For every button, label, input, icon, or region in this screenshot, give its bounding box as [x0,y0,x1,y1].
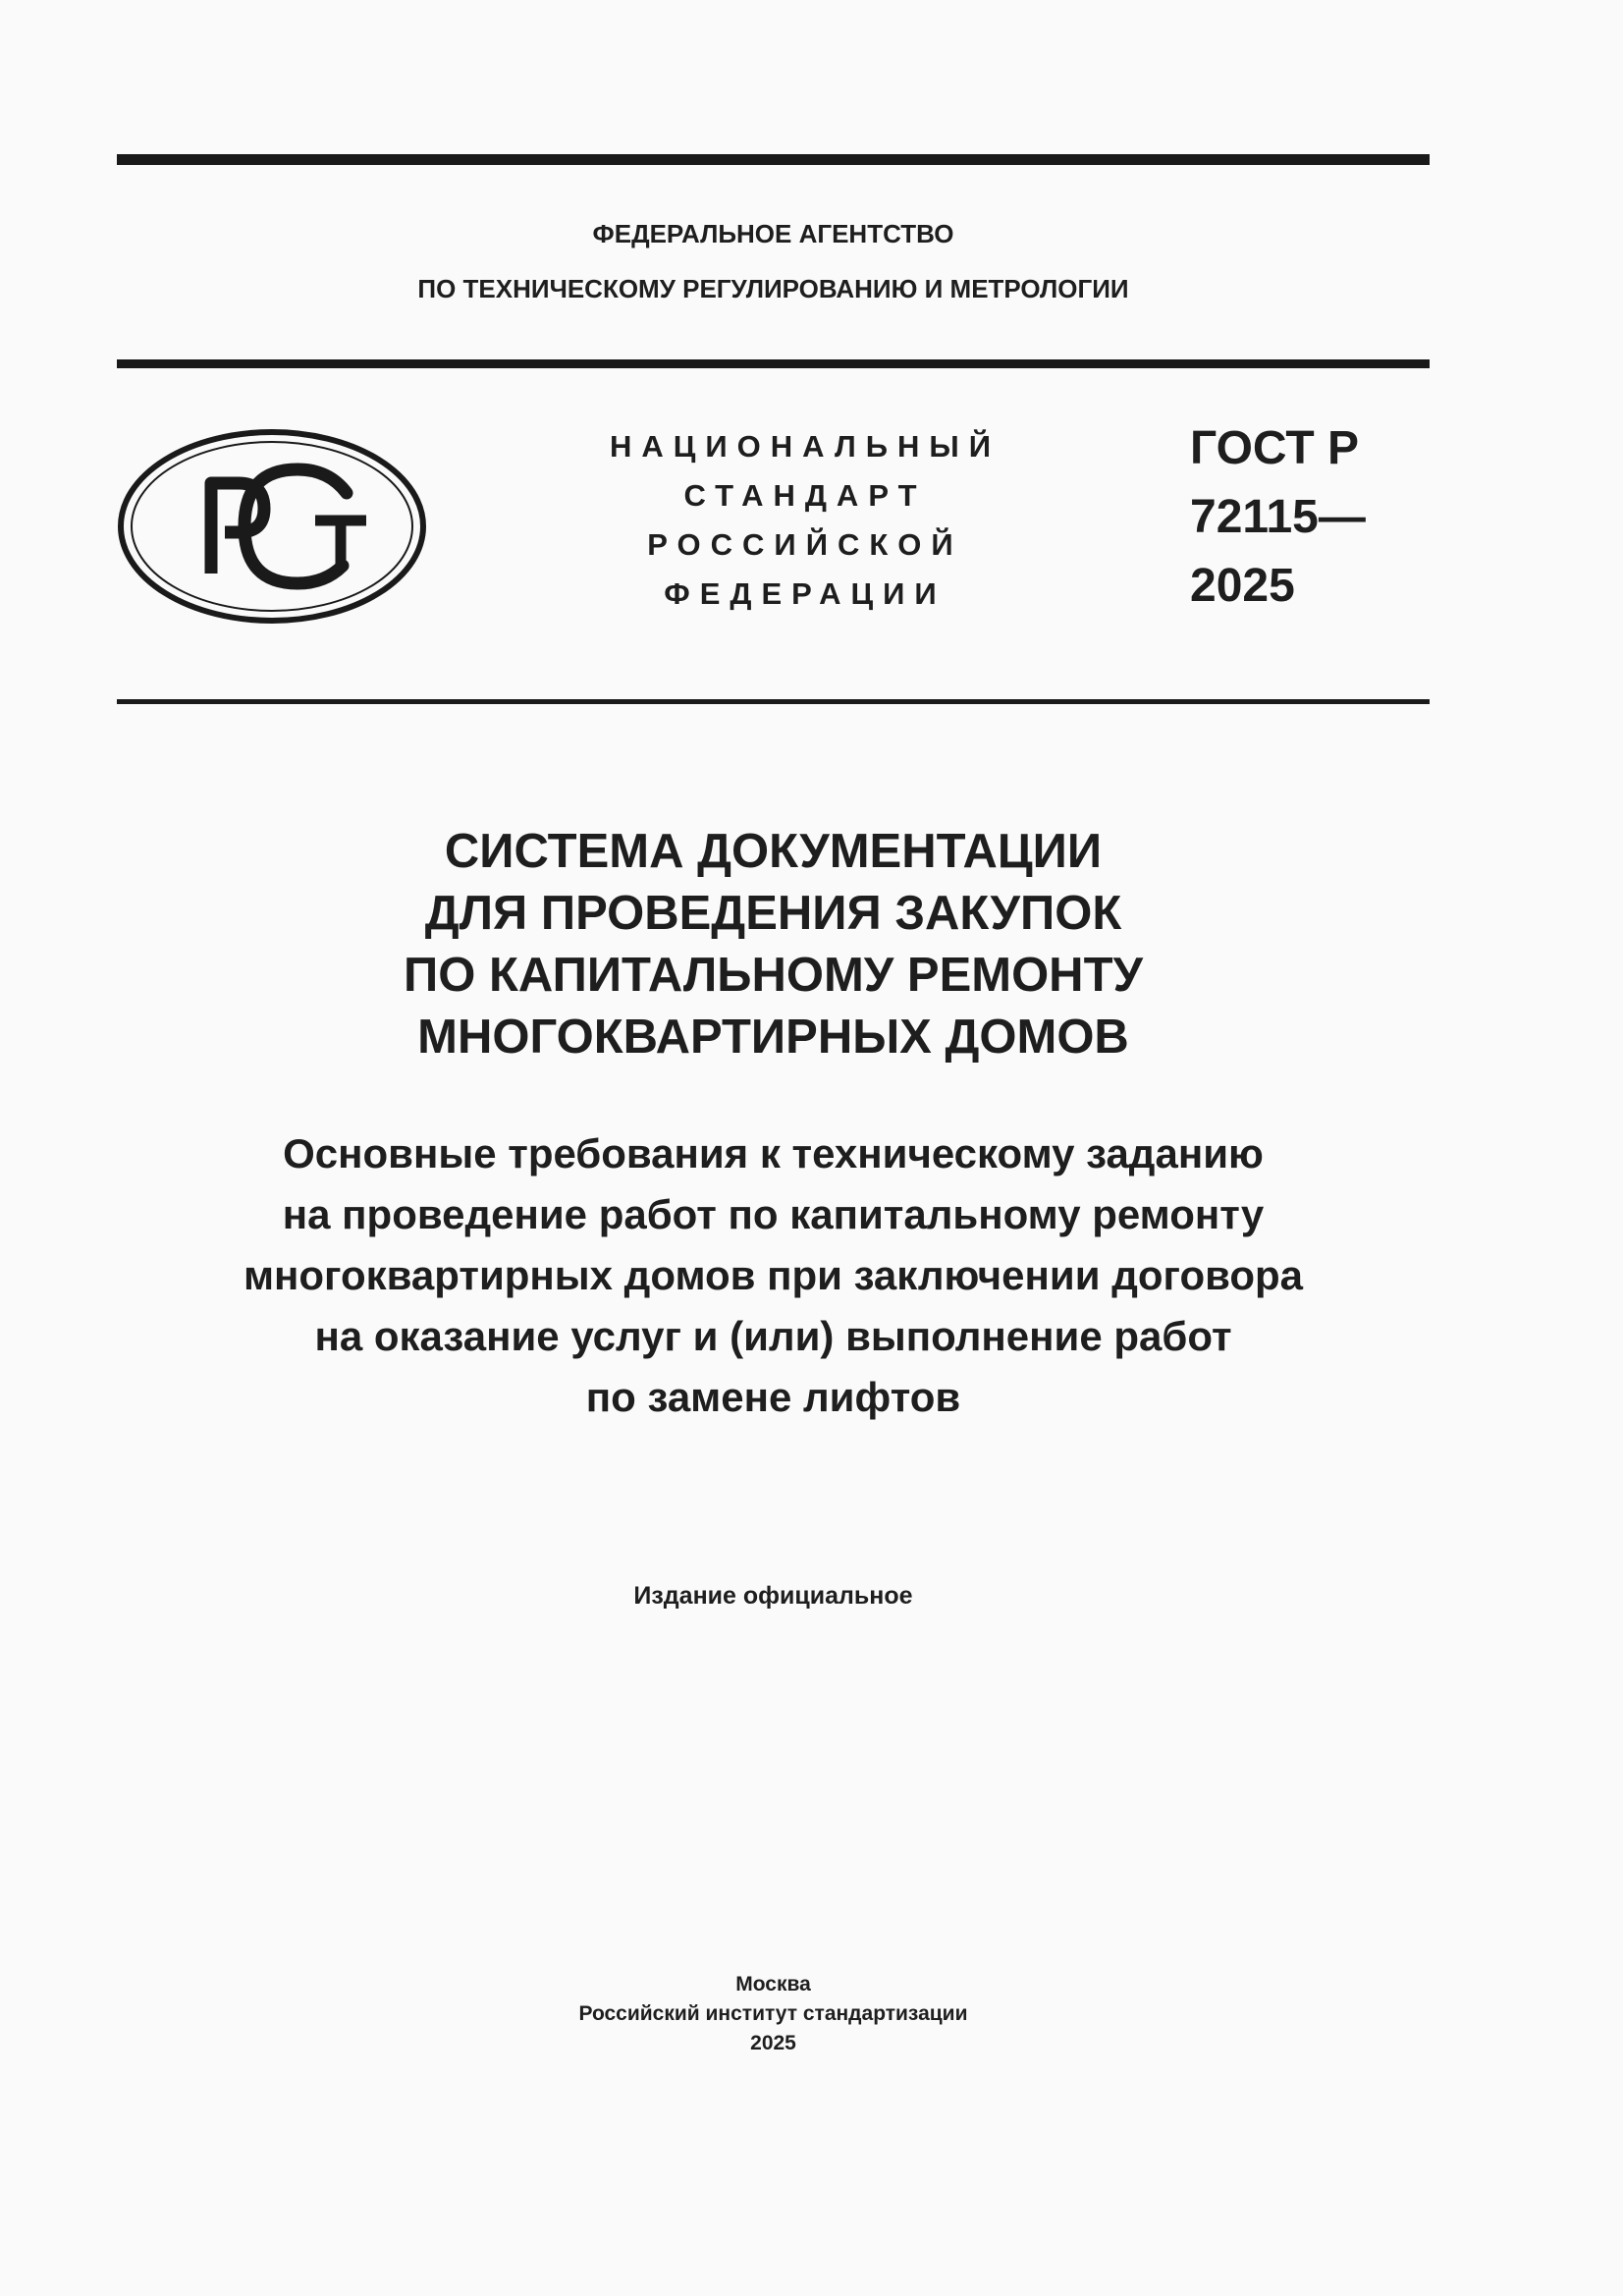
publisher-city: Москва [735,1973,811,1995]
standard-designation [1190,414,1366,621]
publisher-institute: Российский институт стандартизации [578,2002,968,2025]
designation-line: ГОСТ Р [1190,422,1360,474]
lower-divider [117,699,1430,704]
national-standard-line: СТАНДАРТ [683,478,927,513]
national-standard-line: РОССИЙСКОЙ [647,527,963,562]
publisher-block [117,1970,1430,2058]
title-line: ПО КАПИТАЛЬНОМУ РЕМОНТУ [404,949,1143,1002]
document-title [117,821,1430,1068]
agency-header [117,206,1430,316]
top-divider [117,154,1430,165]
middle-divider [117,359,1430,368]
national-standard-label [569,422,1041,619]
publisher-year: 2025 [750,2032,796,2054]
title-line: МНОГОКВАРТИРНЫХ ДОМОВ [417,1011,1129,1064]
subtitle-line: на оказание услуг и (или) выполнение работ [314,1313,1232,1359]
edition-note: Издание официальное [633,1582,913,1610]
rst-certification-logo-icon [115,426,429,627]
subtitle-line: Основные требования к техническому заданию [283,1130,1264,1176]
national-standard-line: ФЕДЕРАЦИИ [664,576,947,611]
document-subtitle [117,1123,1430,1428]
title-line: ДЛЯ ПРОВЕДЕНИЯ ЗАКУПОК [424,887,1122,940]
national-standard-line: НАЦИОНАЛЬНЫЙ [609,429,1001,464]
agency-line-1: ФЕДЕРАЛЬНОЕ АГЕНТСТВО [592,219,954,248]
designation-line: 72115— [1190,491,1366,543]
subtitle-line: по замене лифтов [585,1374,961,1420]
title-line: СИСТЕМА ДОКУМЕНТАЦИИ [444,825,1103,878]
designation-line: 2025 [1190,560,1295,612]
agency-line-2: ПО ТЕХНИЧЕСКОМУ РЕГУЛИРОВАНИЮ И МЕТРОЛОГИИ [417,274,1129,303]
subtitle-line: многоквартирных домов при заключении договора [243,1252,1304,1298]
subtitle-line: на проведение работ по капитальному ремонту [282,1191,1265,1237]
